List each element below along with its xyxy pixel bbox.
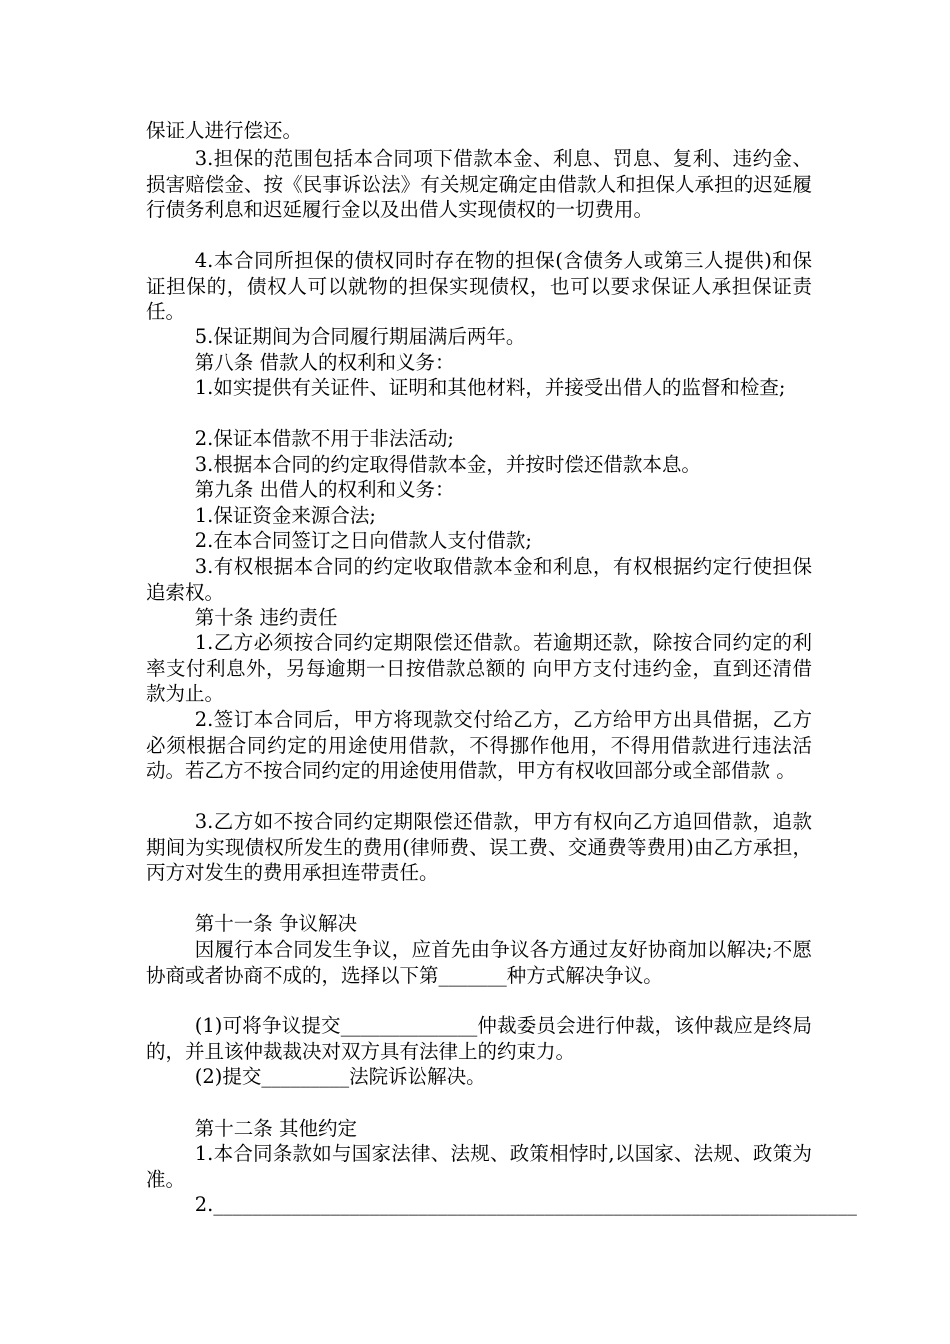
contract-paragraph: [146, 1116, 812, 1142]
paragraph-text: 2.签订本合同后，甲方将现款交付给乙方，乙方给甲方出具借据，乙方必须根据合同约定的用途使用借款，不得挪作他用，不得用借款进行违法活动。若乙方不按合同约定的用途使用借款，甲方有权收回部分或全部借款 。: [146, 708, 812, 782]
contract-paragraph: [146, 911, 812, 937]
contract-paragraph: [146, 605, 812, 631]
contract-paragraph: [146, 1192, 857, 1218]
contract-paragraph: [146, 324, 812, 350]
contract-paragraph: [146, 937, 812, 988]
contract-paragraph: [146, 1141, 812, 1192]
contract-paragraph: [146, 350, 812, 376]
paragraph-text: 第十一条 争议解决: [194, 912, 357, 935]
contract-paragraph: [146, 554, 812, 605]
contract-paragraph: [146, 375, 812, 401]
paragraph-text: 保证人进行偿还。: [146, 119, 303, 142]
contract-paragraph: [146, 452, 812, 478]
paragraph-text: 4.本合同所担保的债权同时存在物的担保(含债务人或第三人提供)和保证担保的，债权人可以就物的担保实现债权，也可以要求保证人承担保证责任。: [146, 249, 812, 323]
contract-paragraph: [146, 477, 812, 503]
contract-paragraph: [146, 809, 812, 886]
contract-paragraph: [146, 1064, 812, 1090]
paragraph-text: 第十条 违约责任: [194, 606, 338, 629]
paragraph-text: 2.保证本借款不用于非法活动;: [194, 427, 454, 450]
contract-paragraph: [146, 426, 812, 452]
contract-paragraph: [146, 503, 812, 529]
contract-paragraph: [146, 1013, 812, 1064]
contract-paragraph: [146, 707, 812, 784]
paragraph-text: 3.根据本合同的约定取得借款本金，并按时偿还借款本息。: [194, 453, 701, 476]
paragraph-text: 第九条 出借人的权利和义务：: [194, 478, 455, 501]
paragraph-text: 1.如实提供有关证件、证明和其他材料，并接受出借人的监督和检查;: [194, 376, 786, 399]
paragraph-text: 第八条 借款人的权利和义务：: [194, 351, 455, 374]
contract-paragraph: [146, 630, 812, 707]
paragraph-text: 1.乙方必须按合同约定期限偿还借款。若逾期还款，除按合同约定的利率支付利息外，另每逾期一日按借款总额的 向甲方支付违约金，直到还清借款为止。: [146, 631, 812, 705]
paragraph-text: 1.保证资金来源合法;: [194, 504, 376, 527]
contract-paragraph: [146, 248, 812, 325]
contract-paragraph: [146, 118, 812, 144]
contract-paragraph: [146, 146, 812, 223]
paragraph-text: 1.本合同条款如与国家法律、法规、政策相悖时,以国家、法规、政策为准。: [146, 1142, 812, 1191]
paragraph-text: 2.__________________________________________________________________: [194, 1193, 857, 1216]
paragraph-text: (2)提交_________法院诉讼解决。: [194, 1065, 486, 1088]
paragraph-text: 第十二条 其他约定: [194, 1117, 357, 1140]
paragraph-text: 5.保证期间为合同履行期届满后两年。: [194, 325, 526, 348]
paragraph-text: 因履行本合同发生争议，应首先由争议各方通过友好协商加以解决;不愿协商或者协商不成的，选择以下第_______种方式解决争议。: [146, 938, 812, 987]
paragraph-text: 3.担保的范围包括本合同项下借款本金、利息、罚息、复利、违约金、损害赔偿金、按《民事诉讼法》有关规定确定由借款人和担保人承担的迟延履行债务利息和迟延履行金以及出借人实现债权的一切费用。: [146, 147, 812, 221]
contract-paragraph: [146, 528, 812, 554]
paragraph-text: (1)可将争议提交______________仲裁委员会进行仲裁，该仲裁应是终局的，并且该仲裁裁决对双方具有法律上的约束力。: [146, 1014, 812, 1063]
paragraph-text: 2.在本合同签订之日向借款人支付借款;: [194, 529, 532, 552]
paragraph-text: 3.乙方如不按合同约定期限偿还借款，甲方有权向乙方追回借款，追款期间为实现债权所发生的费用(律师费、误工费、交通费等费用)由乙方承担，丙方对发生的费用承担连带责任。: [146, 810, 812, 884]
paragraph-text: 3.有权根据本合同的约定收取借款本金和利息，有权根据约定行使担保追索权。: [146, 555, 812, 604]
